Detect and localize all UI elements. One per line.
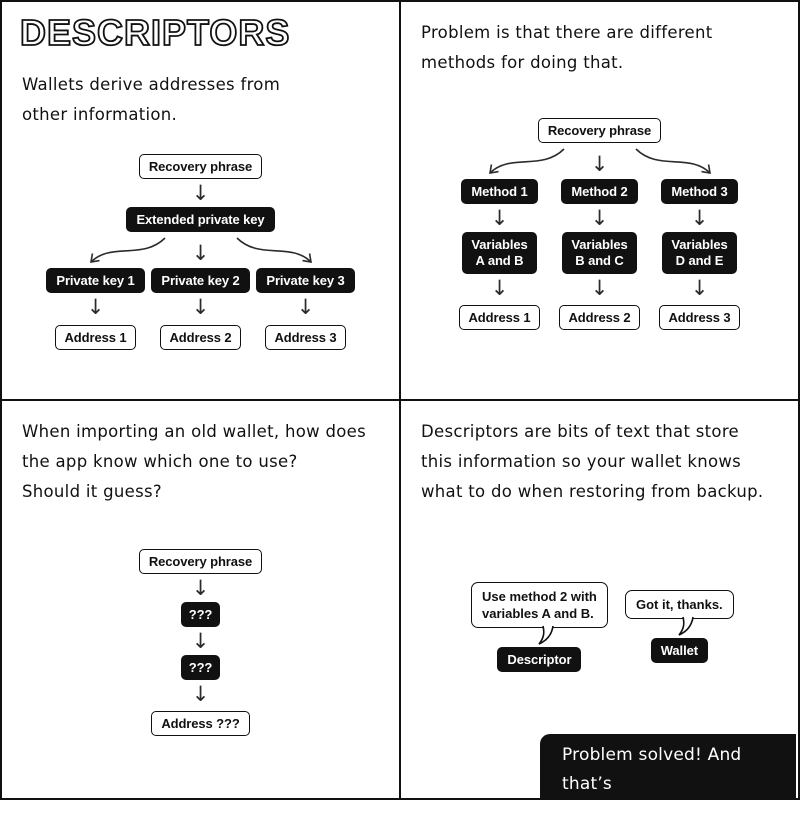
unknown-box: ??? xyxy=(181,655,221,680)
addresses-row xyxy=(450,305,750,330)
curved-arrow-right-icon xyxy=(632,147,720,179)
descriptor-speech-group xyxy=(471,582,608,672)
down-arrow-icon: ↓ xyxy=(191,576,210,600)
method-box: Method 2 xyxy=(561,179,637,204)
variables-box xyxy=(662,232,736,274)
down-arrow-icon: ↓ xyxy=(191,682,210,706)
bubble-tail-icon xyxy=(537,626,555,646)
caption-line: Problem is that there are different xyxy=(421,23,713,42)
split-arrows xyxy=(440,143,760,179)
address-box: Address 1 xyxy=(459,305,541,330)
down-arrow-icon: ↓ xyxy=(690,206,709,230)
down-arrow-icon: ↓ xyxy=(86,295,105,319)
address-box: Address 2 xyxy=(559,305,641,330)
footer-note-text xyxy=(540,734,796,828)
derivation-flowchart xyxy=(2,154,399,350)
address-box: Address 3 xyxy=(265,325,347,350)
arrows-row xyxy=(450,204,750,232)
panel2-caption xyxy=(421,18,776,78)
variables-line: Variables xyxy=(571,237,628,252)
variables-line: Variables xyxy=(471,237,528,252)
curved-arrow-left-icon xyxy=(81,236,169,268)
panel-methods xyxy=(401,2,798,399)
split-arrows xyxy=(41,232,361,268)
unknown-box: ??? xyxy=(181,602,221,627)
extended-private-key-box: Extended private key xyxy=(126,207,274,232)
variables-line: B and C xyxy=(575,253,624,268)
methods-flowchart xyxy=(401,118,798,330)
down-arrow-icon: ↓ xyxy=(590,152,609,176)
panel-descriptor-solution xyxy=(401,401,798,823)
down-arrow-icon: ↓ xyxy=(590,206,609,230)
footer-note xyxy=(540,734,796,823)
page-title: DESCRIPTORS xyxy=(20,12,291,53)
footer-line: Problem solved! And that’s xyxy=(562,745,742,794)
footer-line: just one of many uses. xyxy=(562,803,760,823)
arrows-row xyxy=(43,293,358,321)
caption-line: what to do when restoring from backup. xyxy=(421,482,764,501)
private-key-box: Private key 2 xyxy=(151,268,249,293)
down-arrow-icon: ↓ xyxy=(191,295,210,319)
private-key-box: Private key 3 xyxy=(256,268,354,293)
down-arrow-icon: ↓ xyxy=(191,181,210,205)
addresses-row xyxy=(43,325,358,350)
variables-line: A and B xyxy=(475,253,524,268)
down-arrow-icon: ↓ xyxy=(490,276,509,300)
panel-derivation xyxy=(2,2,399,399)
variables-box xyxy=(462,232,536,274)
caption-line: Should it guess? xyxy=(22,482,162,501)
down-arrow-icon: ↓ xyxy=(590,276,609,300)
curved-arrow-right-icon xyxy=(233,236,321,268)
variables-line: Variables xyxy=(671,237,728,252)
method-box: Method 3 xyxy=(661,179,737,204)
address-box: Address 1 xyxy=(55,325,137,350)
address-box: Address 3 xyxy=(659,305,741,330)
wallet-box: Wallet xyxy=(651,638,708,663)
down-arrow-icon: ↓ xyxy=(191,629,210,653)
recovery-phrase-box: Recovery phrase xyxy=(139,549,262,574)
private-keys-row xyxy=(43,268,358,293)
caption-line: Descriptors are bits of text that store xyxy=(421,422,739,441)
bubble-tail-icon xyxy=(677,617,695,637)
caption-line: Wallets derive addresses from xyxy=(22,75,281,94)
down-arrow-icon: ↓ xyxy=(690,276,709,300)
variables-box xyxy=(562,232,636,274)
panel1-caption xyxy=(22,70,377,130)
wallet-speech-group xyxy=(625,590,734,663)
arrows-row xyxy=(450,274,750,302)
method-box: Method 1 xyxy=(461,179,537,204)
variables-row xyxy=(450,232,750,274)
down-arrow-icon: ↓ xyxy=(490,206,509,230)
panel-import-question xyxy=(2,401,399,798)
caption-line: this information so your wallet knows xyxy=(421,452,742,471)
down-arrow-icon: ↓ xyxy=(191,241,210,265)
recovery-phrase-box: Recovery phrase xyxy=(538,118,661,143)
caption-line: When importing an old wallet, how does xyxy=(22,422,366,441)
wallet-speech-bubble: Got it, thanks. xyxy=(625,590,734,619)
variables-line: D and E xyxy=(675,253,724,268)
panel4-caption xyxy=(421,417,776,507)
address-unknown-box: Address ??? xyxy=(151,711,249,736)
descriptor-speech-bubble xyxy=(471,582,608,628)
bubble-line: Use method 2 with xyxy=(482,589,597,604)
bubble-line: variables A and B. xyxy=(482,606,594,621)
methods-row xyxy=(450,179,750,204)
recovery-phrase-box: Recovery phrase xyxy=(139,154,262,179)
unknown-flowchart xyxy=(2,549,399,736)
descriptor-box: Descriptor xyxy=(497,647,581,672)
private-key-box: Private key 1 xyxy=(46,268,144,293)
caption-line: the app know which one to use? xyxy=(22,452,298,471)
down-arrow-icon: ↓ xyxy=(296,295,315,319)
address-box: Address 2 xyxy=(160,325,242,350)
curved-arrow-left-icon xyxy=(480,147,568,179)
panel3-caption xyxy=(22,417,377,507)
caption-line: other information. xyxy=(22,105,178,124)
caption-line: methods for doing that. xyxy=(421,53,624,72)
